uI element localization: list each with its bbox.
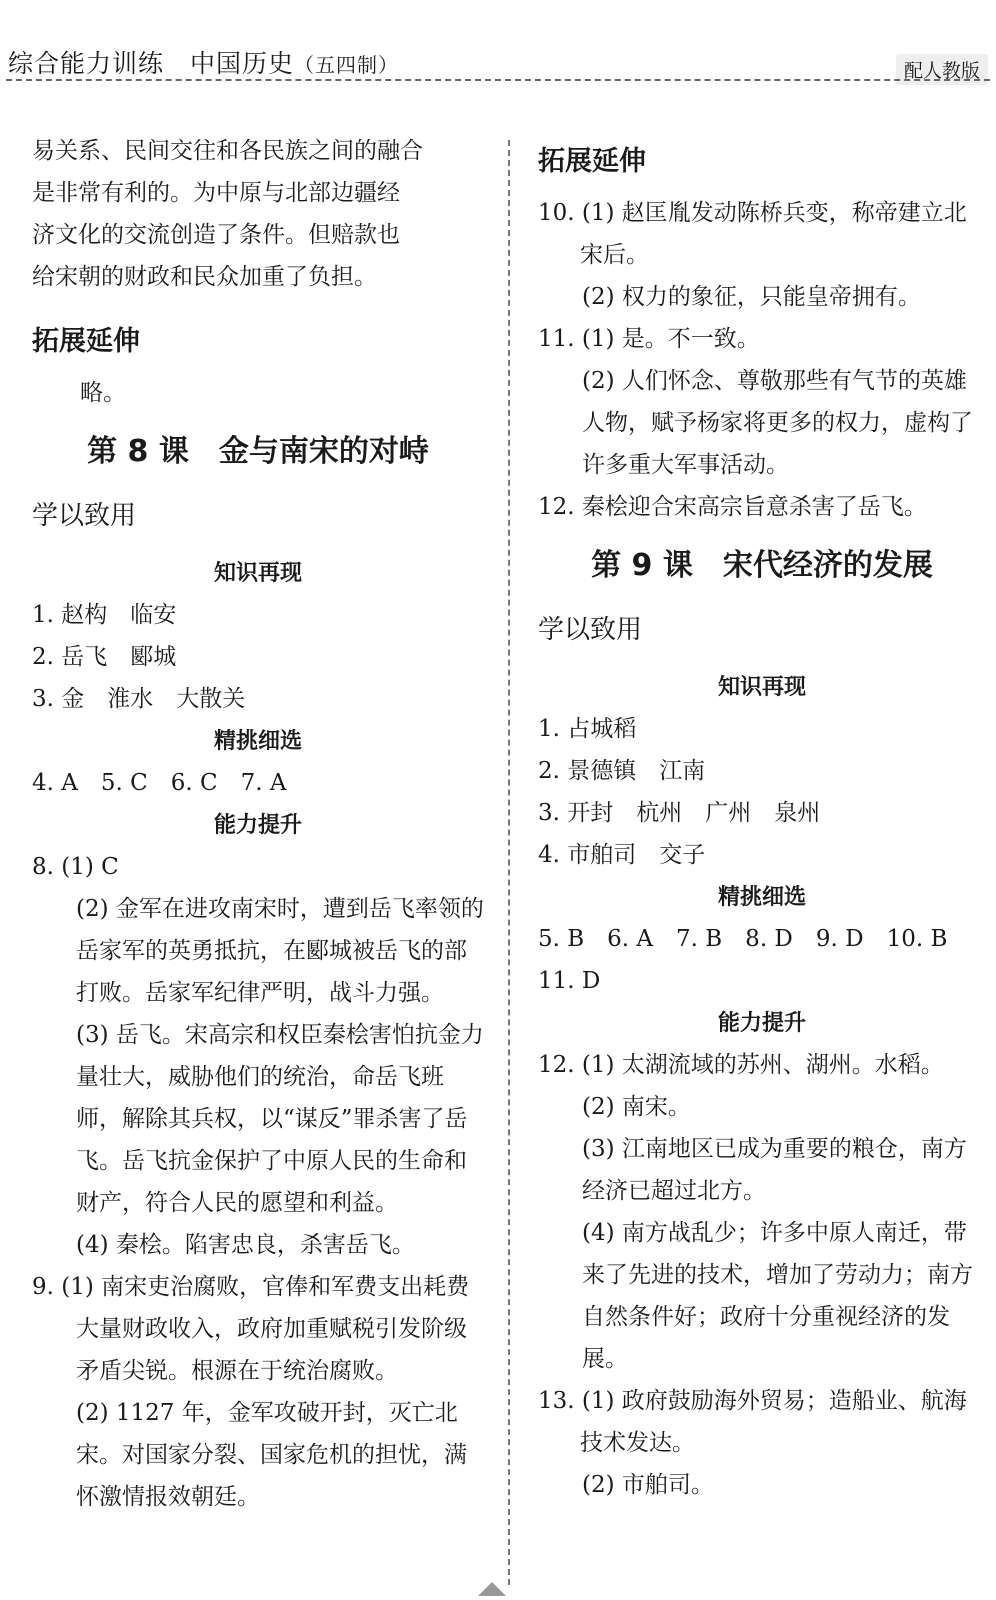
section-heading-extension: 拓展延伸 [32,326,140,357]
subsection-title: 知识再现 [717,674,806,700]
answer-item: 3. 开封 杭州 广州 泉州 [538,800,821,826]
answer-paragraph: (4) 南方战乱少；许多中原人南迁，带来了先进的技术，增加了劳动力；南方自然条件好；政府十分重视经济的发展。 [582,1220,973,1372]
header-divider [6,79,990,81]
section-heading-extension: 拓展延伸 [538,146,646,177]
extension-answer: 略。 [80,380,126,406]
answer-item: 11. D [538,968,601,994]
answer-item: 5. B 6. A 7. B 8. D 9. D 10. B [538,926,948,952]
answer-paragraph: (4) 秦桧。陷害忠良，杀害岳飞。 [76,1232,415,1258]
answer-item: 3. 金 淮水 大散关 [32,686,246,712]
subsection-title: 能力提升 [717,1010,806,1036]
answer-paragraph: 11. (1) 是。不一致。 [538,326,760,352]
section-heading-apply: 学以致用 [538,615,643,645]
answer-item: 8. (1) C [32,854,119,880]
page-bottom-marker [478,1582,506,1596]
answer-item: 2. 岳飞 郾城 [32,644,177,670]
lesson-title: 第 8 课 金与南宋的对峙 [87,434,429,469]
answer-paragraph: 9. (1) 南宋吏治腐败，官俸和军费支出耗费大量财政收入，政府加重赋税引发阶级矛盾尖锐。根源在于统治腐败。 [32,1274,470,1384]
header-title [8,44,399,80]
answer-paragraph: 10. (1) 赵匡胤发动陈桥兵变，称帝建立北宋后。 [538,200,967,268]
answer-item: 1. 占城稻 [538,716,637,742]
page-header [0,0,996,80]
column-divider [508,140,510,1585]
answer-item: 1. 赵构 临安 [32,602,177,628]
answer-paragraph: (2) 权力的象征，只能皇帝拥有。 [582,284,921,310]
left-column [32,130,484,1518]
answer-item: 2. 景德镇 江南 [538,758,706,784]
edition-badge: 配人教版 [896,54,988,85]
text-line: 济文化的交流创造了条件。但赔款也 [32,222,400,248]
right-column [538,130,986,1506]
header-edition: （五四制） [294,53,400,77]
answer-paragraph: (2) 市舶司。 [582,1472,714,1498]
answer-paragraph: 12. (1) 太湖流域的苏州、湖州。水稻。 [538,1052,944,1078]
lesson-title: 第 9 课 宋代经济的发展 [591,548,933,583]
answer-paragraph: (2) 1127 年，金军攻破开封，灭亡北宋。对国家分裂、国家危机的担忧，满怀激情报效朝廷。 [76,1400,467,1510]
subsection-title: 能力提升 [213,812,302,838]
answer-paragraph: 13. (1) 政府鼓励海外贸易；造船业、航海技术发达。 [538,1388,967,1456]
answer-paragraph: (2) 金军在进攻南宋时，遭到岳飞率领的岳家军的英勇抵抗，在郾城被岳飞的部打败。岳家军纪律严明，战斗力强。 [76,896,484,1006]
continuation-text [32,130,484,298]
subsection-title: 知识再现 [213,560,302,586]
header-book-title: 综合能力训练 中国历史 [8,49,295,78]
text-line: 易关系、民间交往和各民族之间的融合 [32,138,423,164]
answer-paragraph: (3) 岳飞。宋高宗和权臣秦桧害怕抗金力量壮大，威胁他们的统治，命岳飞班师，解除其兵权，以“谋反”罪杀害了岳飞。岳飞抗金保护了中原人民的生命和财产，符合人民的愿望和利益。 [76,1022,484,1216]
subsection-title: 精挑细选 [717,884,806,910]
answer-paragraph: (2) 南宋。 [582,1094,691,1120]
text-line: 给宋朝的财政和民众加重了负担。 [32,264,377,290]
answer-paragraph: (2) 人们怀念、尊敬那些有气节的英雄人物，赋予杨家将更多的权力，虚构了许多重大军事活动。 [582,368,973,478]
section-heading-apply: 学以致用 [32,501,137,531]
answer-item: 4. A 5. C 6. C 7. A [32,770,287,796]
text-line: 是非常有利的。为中原与北部边疆经 [32,180,400,206]
answer-item: 4. 市舶司 交子 [538,842,706,868]
answer-paragraph: (3) 江南地区已成为重要的粮仓，南方经济已超过北方。 [582,1136,967,1204]
subsection-title: 精挑细选 [213,728,302,754]
answer-item: 12. 秦桧迎合宋高宗旨意杀害了岳飞。 [538,494,927,520]
